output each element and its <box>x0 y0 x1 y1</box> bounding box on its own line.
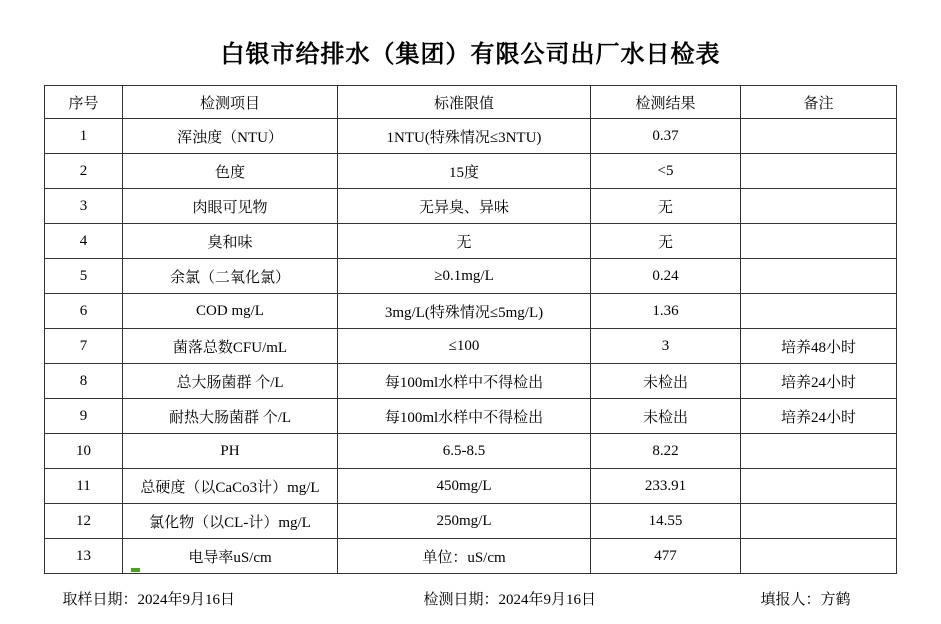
cell-note <box>741 189 897 224</box>
cell-result: 无 <box>591 189 741 224</box>
cell-no: 12 <box>45 504 123 539</box>
cell-result: 8.22 <box>591 434 741 469</box>
cell-result: 3 <box>591 329 741 364</box>
cell-result: 无 <box>591 224 741 259</box>
testing-date: 检测日期：2024年9月16日 <box>423 592 596 608</box>
table-row <box>45 469 897 504</box>
cell-no: 11 <box>45 469 123 504</box>
cell-standard: ≥0.1mg/L <box>338 259 591 294</box>
table-row <box>45 434 897 469</box>
cell-result: 477 <box>591 539 741 574</box>
cell-result: 0.24 <box>591 259 741 294</box>
header-cell-result: 检测结果 <box>591 86 741 119</box>
header-cell-note: 备注 <box>741 86 897 119</box>
cell-result: 未检出 <box>591 399 741 434</box>
cell-item: 菌落总数CFU/mL <box>123 329 338 364</box>
cell-note <box>741 539 897 574</box>
table-row <box>45 259 897 294</box>
cell-standard: 每100ml水样中不得检出 <box>338 364 591 399</box>
cell-item: 总硬度（以CaCo3计）mg/L <box>123 469 338 504</box>
cell-no: 13 <box>45 539 123 574</box>
header-cell-item: 检测项目 <box>123 86 338 119</box>
cell-no: 4 <box>45 224 123 259</box>
cell-item: 臭和味 <box>123 224 338 259</box>
cell-note <box>741 294 897 329</box>
header-cell-standard: 标准限值 <box>338 86 591 119</box>
cell-no: 5 <box>45 259 123 294</box>
table-row <box>45 294 897 329</box>
cell-note <box>741 154 897 189</box>
reporter-name: 填报人：方鹤 <box>760 592 851 608</box>
table-row <box>45 329 897 364</box>
cell-result: 未检出 <box>591 364 741 399</box>
cell-item: 肉眼可见物 <box>123 189 338 224</box>
cell-no: 6 <box>45 294 123 329</box>
cell-note <box>741 469 897 504</box>
table-header-row <box>45 86 897 119</box>
cell-note: 培养48小时 <box>741 329 897 364</box>
table-row <box>45 399 897 434</box>
table-header <box>45 86 897 119</box>
cell-item: 色度 <box>123 154 338 189</box>
cell-result: <5 <box>591 154 741 189</box>
cell-note <box>741 119 897 154</box>
table-row <box>45 119 897 154</box>
cell-result: 0.37 <box>591 119 741 154</box>
sampling-date: 取样日期：2024年9月16日 <box>62 592 236 608</box>
table-row <box>45 224 897 259</box>
inspection-table <box>44 85 897 574</box>
cell-item: 余氯（二氧化氯） <box>123 259 338 294</box>
cell-item: PH <box>123 434 338 469</box>
table-body <box>45 119 897 574</box>
cell-result: 1.36 <box>591 294 741 329</box>
cell-note <box>741 224 897 259</box>
cell-item: 浑浊度（NTU） <box>123 119 338 154</box>
cell-standard: 无异臭、异味 <box>338 189 591 224</box>
cell-standard: 250mg/L <box>338 504 591 539</box>
cell-standard: 6.5-8.5 <box>338 434 591 469</box>
cell-result: 14.55 <box>591 504 741 539</box>
cell-item: 总大肠菌群 个/L <box>123 364 338 399</box>
cell-standard: ≤100 <box>338 329 591 364</box>
cell-item: 耐热大肠菌群 个/L <box>123 399 338 434</box>
cell-no: 10 <box>45 434 123 469</box>
cell-note: 培养24小时 <box>741 364 897 399</box>
cell-standard: 15度 <box>338 154 591 189</box>
cell-standard: 1NTU(特殊情况≤3NTU) <box>338 119 591 154</box>
cell-standard: 无 <box>338 224 591 259</box>
header-cell-no: 序号 <box>45 86 123 119</box>
cell-note <box>741 259 897 294</box>
table-row <box>45 364 897 399</box>
cell-no: 2 <box>45 154 123 189</box>
cell-no: 7 <box>45 329 123 364</box>
cell-standard: 单位：uS/cm <box>338 539 591 574</box>
cell-no: 8 <box>45 364 123 399</box>
cell-note <box>741 434 897 469</box>
cell-result: 233.91 <box>591 469 741 504</box>
cell-item: 电导率uS/cm <box>123 539 338 574</box>
table-row <box>45 539 897 574</box>
footer <box>45 588 897 609</box>
cell-standard: 450mg/L <box>338 469 591 504</box>
cell-item: 氯化物（以CL-计）mg/L <box>123 504 338 539</box>
table-row <box>45 189 897 224</box>
cell-note: 培养24小时 <box>741 399 897 434</box>
cell-item: COD mg/L <box>123 294 338 329</box>
cell-no: 9 <box>45 399 123 434</box>
green-marker <box>131 568 140 572</box>
cell-standard: 每100ml水样中不得检出 <box>338 399 591 434</box>
cell-note <box>741 504 897 539</box>
page-title: 白银市给排水（集团）有限公司出厂水日检表 <box>220 42 721 68</box>
table-row <box>45 154 897 189</box>
cell-no: 3 <box>45 189 123 224</box>
cell-no: 1 <box>45 119 123 154</box>
cell-standard: 3mg/L(特殊情况≤5mg/L) <box>338 294 591 329</box>
table-row <box>45 504 897 539</box>
